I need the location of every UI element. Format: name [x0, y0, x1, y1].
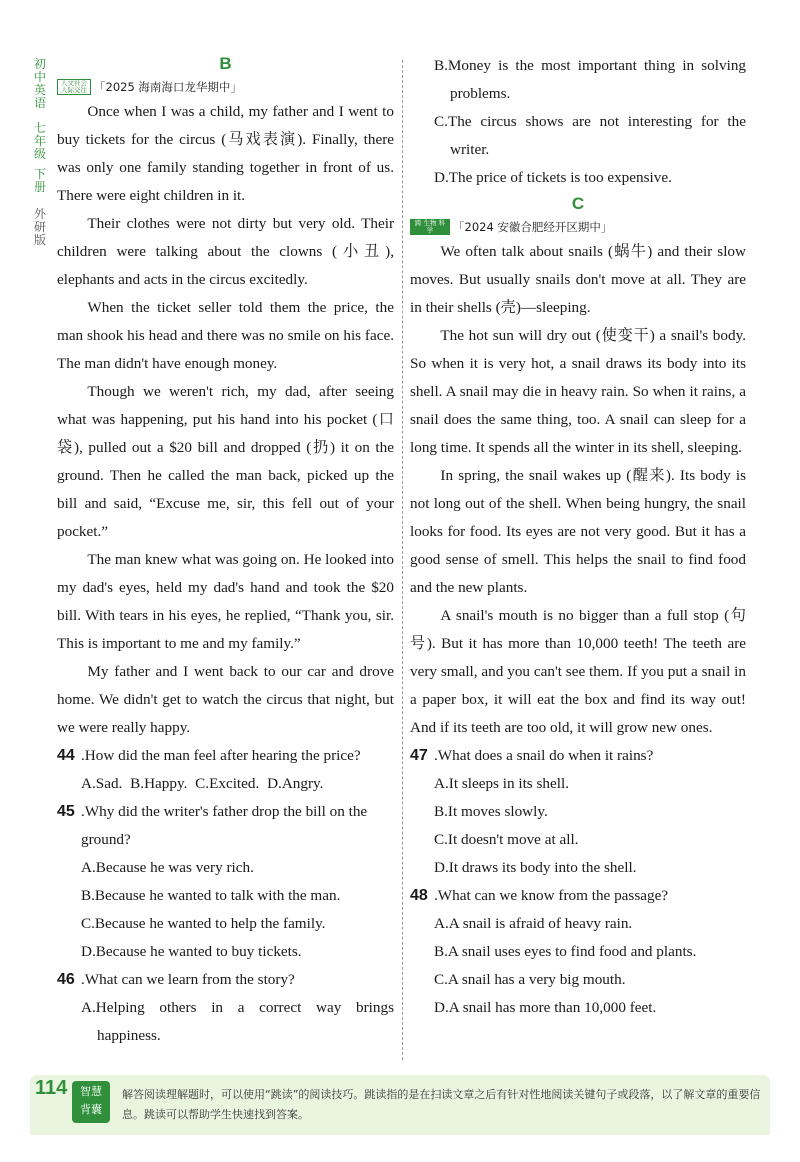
question-47	[410, 742, 746, 770]
passage-c-paragraph: A snail's mouth is no bigger than a full stop (句号). But it has more than 10,000 teeth! The teeth are very small, and you can't see them. If you put a snail in a paper box, it will eat the box and find its way out! And if its teeth are too old, it will grow new ones.	[410, 607, 746, 736]
question-number: 45	[57, 803, 75, 820]
question-text: .What can we know from the passage?	[434, 887, 669, 904]
badge-sub: 生物 科学	[423, 219, 446, 234]
topic-badge: 人文社会 人际交往	[57, 79, 91, 95]
tip-text: 解答阅读理解题时，可以使用“跳读”的阅读技巧。跳读指的是在扫读文章之后有针对性地阅读关键句子或段落，以了解文章的重要信息。跳读可以帮助学生快速找到答案。	[122, 1088, 761, 1121]
option-b: B.A snail uses eyes to find food and plants.	[434, 943, 697, 960]
question-number: 47	[410, 747, 428, 764]
question-number: 46	[57, 971, 75, 988]
passage-c-paragraph: In spring, the snail wakes up (醒来). Its body is not long out of the shell. When being hungry, the snail looks for food. Its eyes are not very good. But it has a good sense of smell. This helps the snail to find food and the new plants.	[410, 467, 746, 596]
question-number: 44	[57, 747, 75, 764]
passage-b-paragraph: My father and I went back to our car and drove home. We didn't get to watch the circus that night, but we were really happy.	[57, 663, 394, 736]
option-a: A.It sleeps in its shell.	[434, 775, 569, 792]
question-text: .What can we learn from the story?	[81, 971, 295, 988]
wisdom-tip-badge	[72, 1081, 110, 1123]
section-c-heading: C	[571, 194, 585, 213]
passage-b-paragraph: Once when I was a child, my father and I went to buy tickets for the circus (马戏表演). Finally, there was only one family standing together in front of us. There were eight children in it.	[57, 103, 394, 204]
question-44	[57, 742, 394, 770]
section-b-source-line	[57, 76, 394, 98]
passage-c-paragraph: The hot sun will dry out (使变干) a snail's body. So when it is very hot, a snail draws its body into its shell. A snail may die in heavy rain. So when it rains, a snail does the same thing, too. A snail can sleep for a long time. It spends all the winter in its shell, sleeping.	[410, 327, 746, 456]
question-45	[57, 798, 394, 854]
question-number: 48	[410, 887, 428, 904]
question-text: .Why did the writer's father drop the bill on the ground?	[81, 803, 368, 848]
sidebar-term: 下册	[33, 167, 46, 194]
right-column	[410, 52, 746, 1022]
tip-footer	[30, 1075, 770, 1135]
question-48	[410, 882, 746, 910]
option-c: C.A snail has a very big mouth.	[434, 971, 626, 988]
question-text: .How did the man feel after hearing the price?	[81, 747, 361, 764]
passage-b-paragraph: When the ticket seller told them the price, the man shook his head and there was no smile on his face. The man didn't have enough money.	[57, 299, 394, 372]
passage-b-paragraph: The man knew what was going on. He looked into my dad's eyes, held my dad's hand and took the $20 bill. With tears in his eyes, he replied, “Thank you, sir. This is important to me and my family.”	[57, 551, 394, 652]
option-a: A.Because he was very rich.	[81, 859, 254, 876]
option-b: B.Because he wanted to talk with the man.	[81, 887, 341, 904]
option-a: A.A snail is afraid of heavy rain.	[434, 915, 633, 932]
option-c: C.It doesn't move at all.	[434, 831, 579, 848]
option-d: D.The price of tickets is too expensive.	[434, 169, 672, 186]
sidebar-grade: 七年级	[33, 121, 46, 161]
badge-main: 跨	[414, 219, 422, 227]
section-b-heading: B	[219, 54, 232, 73]
page-number: 114	[35, 1077, 68, 1099]
option-d: D.It draws its body into the shell.	[434, 859, 637, 876]
option-a: A.Helping others in a correct way brings happiness.	[81, 999, 394, 1044]
question-46	[57, 966, 394, 994]
option-c: C.The circus shows are not interesting for the writer.	[434, 113, 746, 158]
passage-c-paragraph: We often talk about snails (蜗牛) and their slow moves. But usually snails don't move at all. They are in their shells (壳)—sleeping.	[410, 243, 746, 316]
column-divider	[402, 60, 403, 1060]
option-b: B.Money is the most important thing in solving problems.	[434, 57, 746, 102]
option-b: B.It moves slowly.	[434, 803, 548, 820]
question-44-options: A.Sad. B.Happy. C.Excited. D.Angry.	[81, 775, 324, 792]
option-d: D.A snail has more than 10,000 feet.	[434, 999, 657, 1016]
option-c: C.Because he wanted to help the family.	[81, 915, 326, 932]
section-c-source: 「2024 安徽合肥经开区期中」	[453, 220, 613, 234]
passage-b-paragraph: Though we weren't rich, my dad, after seeing what was happening, put his hand into his pocket (口袋), pulled out a $20 bill and dropped (扔) it on the ground. Then he called the man back, picked up the bill and said, “Excuse me, sir, this fell out of your pocket.”	[57, 383, 394, 540]
tip-badge-line2: 背囊	[80, 1103, 102, 1116]
sidebar-edition: 外研版	[33, 207, 46, 247]
left-column	[57, 52, 394, 1050]
sidebar-subject: 初中英语	[33, 57, 46, 110]
section-b-source: 「2025 海南海口龙华期中」	[94, 80, 242, 94]
question-text: .What does a snail do when it rains?	[434, 747, 654, 764]
cross-subject-badge	[410, 219, 450, 235]
option-d: D.Because he wanted to buy tickets.	[81, 943, 302, 960]
section-c-source-line	[410, 216, 746, 238]
passage-b-paragraph: Their clothes were not dirty but very old. Their children were talking about the clowns (小丑), elephants and acts in the circus excitedly.	[57, 215, 394, 288]
tip-badge-line1: 智慧	[80, 1085, 102, 1098]
